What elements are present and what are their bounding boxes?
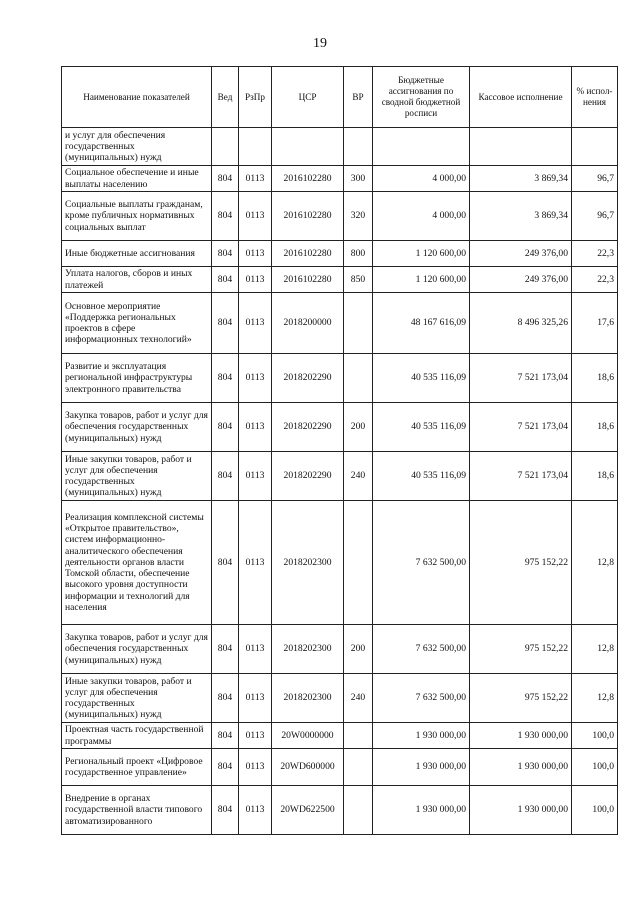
cell-cash: 3 869,34 <box>470 166 572 192</box>
cell-vr: 200 <box>344 403 373 452</box>
cell-pct: 96,7 <box>572 192 618 241</box>
cell-budget: 4 000,00 <box>373 192 470 241</box>
cell-ved: 804 <box>212 625 239 674</box>
cell-csr: 2018202300 <box>272 625 344 674</box>
table-row <box>62 166 618 192</box>
cell-rzpr: 0113 <box>239 749 272 786</box>
cell-vr <box>344 128 373 166</box>
cell-rzpr: 0113 <box>239 403 272 452</box>
table-row <box>62 501 618 625</box>
cell-csr: 2016102280 <box>272 192 344 241</box>
cell-budget: 1 120 600,00 <box>373 241 470 267</box>
cell-cash: 3 869,34 <box>470 192 572 241</box>
cell-vr: 240 <box>344 452 373 501</box>
cell-cash: 7 521 173,04 <box>470 452 572 501</box>
cell-name: Закупка товаров, работ и услуг для обеспечения государственных (муниципальных) нужд <box>62 403 212 452</box>
cell-budget: 1 930 000,00 <box>373 723 470 749</box>
cell-csr: 2018202290 <box>272 354 344 403</box>
cell-pct: 17,6 <box>572 293 618 354</box>
cell-ved: 804 <box>212 354 239 403</box>
cell-budget: 40 535 116,09 <box>373 354 470 403</box>
cell-name: Развитие и эксплуатация региональной инфраструктуры электронного правительства <box>62 354 212 403</box>
table-row <box>62 674 618 723</box>
cell-name: и услуг для обеспечения государственных (муниципальных) нужд <box>62 128 212 166</box>
table-row <box>62 452 618 501</box>
table-row <box>62 786 618 835</box>
cell-ved: 804 <box>212 786 239 835</box>
header-rzpr: РзПр <box>239 67 272 128</box>
cell-name: Внедрение в органах государственной власти типового автоматизированного <box>62 786 212 835</box>
cell-name: Иные закупки товаров, работ и услуг для обеспечения государственных (муниципальных) нужд <box>62 674 212 723</box>
cell-csr: 20W0000000 <box>272 723 344 749</box>
cell-ved <box>212 128 239 166</box>
cell-name: Реализация комплексной системы «Открытое правительство», систем информационно-аналитического обеспечения деятельности органов власти Томской области, обеспечение высокого уровня доступности информации и технологий для населения <box>62 501 212 625</box>
header-vr: ВР <box>344 67 373 128</box>
header-ved: Вед <box>212 67 239 128</box>
cell-rzpr: 0113 <box>239 452 272 501</box>
cell-cash: 1 930 000,00 <box>470 723 572 749</box>
table-row <box>62 293 618 354</box>
cell-rzpr: 0113 <box>239 625 272 674</box>
cell-cash: 8 496 325,26 <box>470 293 572 354</box>
cell-ved: 804 <box>212 674 239 723</box>
cell-pct: 22,3 <box>572 241 618 267</box>
cell-cash: 7 521 173,04 <box>470 403 572 452</box>
cell-rzpr: 0113 <box>239 501 272 625</box>
cell-ved: 804 <box>212 501 239 625</box>
cell-ved: 804 <box>212 452 239 501</box>
cell-pct: 18,6 <box>572 354 618 403</box>
cell-vr <box>344 723 373 749</box>
cell-name: Закупка товаров, работ и услуг для обеспечения государственных (муниципальных) нужд <box>62 625 212 674</box>
table-header-row <box>62 67 618 128</box>
cell-csr: 2018202300 <box>272 674 344 723</box>
table-row <box>62 267 618 293</box>
cell-vr: 850 <box>344 267 373 293</box>
cell-csr: 20WD600000 <box>272 749 344 786</box>
cell-vr <box>344 749 373 786</box>
cell-rzpr: 0113 <box>239 267 272 293</box>
cell-rzpr: 0113 <box>239 293 272 354</box>
cell-ved: 804 <box>212 403 239 452</box>
cell-csr: 2018202300 <box>272 501 344 625</box>
cell-budget: 1 120 600,00 <box>373 267 470 293</box>
cell-csr: 2016102280 <box>272 166 344 192</box>
table-row <box>62 625 618 674</box>
cell-rzpr: 0113 <box>239 674 272 723</box>
cell-vr: 300 <box>344 166 373 192</box>
cell-vr <box>344 501 373 625</box>
cell-name: Региональный проект «Цифровое государственное управление» <box>62 749 212 786</box>
table-row <box>62 128 618 166</box>
cell-pct: 100,0 <box>572 749 618 786</box>
cell-vr <box>344 786 373 835</box>
cell-cash: 975 152,22 <box>470 674 572 723</box>
cell-pct: 96,7 <box>572 166 618 192</box>
header-pct: % испол-нения <box>572 67 618 128</box>
cell-csr: 2018202290 <box>272 403 344 452</box>
header-csr: ЦСР <box>272 67 344 128</box>
header-budget: Бюджетные ассигнования по сводной бюджетной росписи <box>373 67 470 128</box>
cell-rzpr: 0113 <box>239 166 272 192</box>
cell-csr: 20WD622500 <box>272 786 344 835</box>
cell-name: Иные закупки товаров, работ и услуг для обеспечения государственных (муниципальных) нужд <box>62 452 212 501</box>
cell-vr <box>344 354 373 403</box>
header-cash: Кассовое исполнение <box>470 67 572 128</box>
cell-vr <box>344 293 373 354</box>
cell-cash: 975 152,22 <box>470 501 572 625</box>
cell-vr: 200 <box>344 625 373 674</box>
table-row <box>62 403 618 452</box>
cell-budget: 4 000,00 <box>373 166 470 192</box>
cell-rzpr: 0113 <box>239 354 272 403</box>
cell-ved: 804 <box>212 749 239 786</box>
header-name: Наименование показателей <box>62 67 212 128</box>
cell-cash: 975 152,22 <box>470 625 572 674</box>
cell-csr: 2016102280 <box>272 241 344 267</box>
cell-budget: 7 632 500,00 <box>373 625 470 674</box>
cell-rzpr: 0113 <box>239 241 272 267</box>
cell-budget: 1 930 000,00 <box>373 786 470 835</box>
cell-cash: 1 930 000,00 <box>470 786 572 835</box>
cell-csr: 2016102280 <box>272 267 344 293</box>
cell-ved: 804 <box>212 166 239 192</box>
cell-rzpr: 0113 <box>239 192 272 241</box>
cell-rzpr: 0113 <box>239 786 272 835</box>
cell-budget: 1 930 000,00 <box>373 749 470 786</box>
table-row <box>62 354 618 403</box>
cell-name: Уплата налогов, сборов и иных платежей <box>62 267 212 293</box>
cell-pct: 100,0 <box>572 723 618 749</box>
cell-pct <box>572 128 618 166</box>
table-row <box>62 723 618 749</box>
cell-vr: 240 <box>344 674 373 723</box>
cell-rzpr <box>239 128 272 166</box>
cell-name: Иные бюджетные ассигнования <box>62 241 212 267</box>
cell-budget: 40 535 116,09 <box>373 452 470 501</box>
cell-pct: 12,8 <box>572 625 618 674</box>
budget-execution-table <box>61 66 618 835</box>
cell-vr: 800 <box>344 241 373 267</box>
cell-cash: 7 521 173,04 <box>470 354 572 403</box>
cell-name: Социальное обеспечение и иные выплаты населению <box>62 166 212 192</box>
cell-pct: 12,8 <box>572 674 618 723</box>
cell-cash: 249 376,00 <box>470 267 572 293</box>
cell-ved: 804 <box>212 293 239 354</box>
cell-rzpr: 0113 <box>239 723 272 749</box>
cell-csr: 2018200000 <box>272 293 344 354</box>
cell-budget: 40 535 116,09 <box>373 403 470 452</box>
cell-pct: 18,6 <box>572 403 618 452</box>
table-row <box>62 241 618 267</box>
cell-vr: 320 <box>344 192 373 241</box>
cell-pct: 22,3 <box>572 267 618 293</box>
cell-pct: 100,0 <box>572 786 618 835</box>
cell-csr: 2018202290 <box>272 452 344 501</box>
cell-cash <box>470 128 572 166</box>
cell-ved: 804 <box>212 241 239 267</box>
cell-cash: 1 930 000,00 <box>470 749 572 786</box>
cell-name: Основное мероприятие «Поддержка региональных проектов в сфере информационных технологий» <box>62 293 212 354</box>
table-row <box>62 749 618 786</box>
cell-cash: 249 376,00 <box>470 241 572 267</box>
cell-budget: 48 167 616,09 <box>373 293 470 354</box>
cell-ved: 804 <box>212 723 239 749</box>
cell-budget: 7 632 500,00 <box>373 501 470 625</box>
cell-ved: 804 <box>212 192 239 241</box>
cell-name: Социальные выплаты гражданам, кроме публичных нормативных социальных выплат <box>62 192 212 241</box>
cell-name: Проектная часть государственной программы <box>62 723 212 749</box>
cell-csr <box>272 128 344 166</box>
cell-budget: 7 632 500,00 <box>373 674 470 723</box>
page-number: 19 <box>313 36 327 51</box>
cell-pct: 12,8 <box>572 501 618 625</box>
cell-ved: 804 <box>212 267 239 293</box>
cell-budget <box>373 128 470 166</box>
cell-pct: 18,6 <box>572 452 618 501</box>
table-row <box>62 192 618 241</box>
